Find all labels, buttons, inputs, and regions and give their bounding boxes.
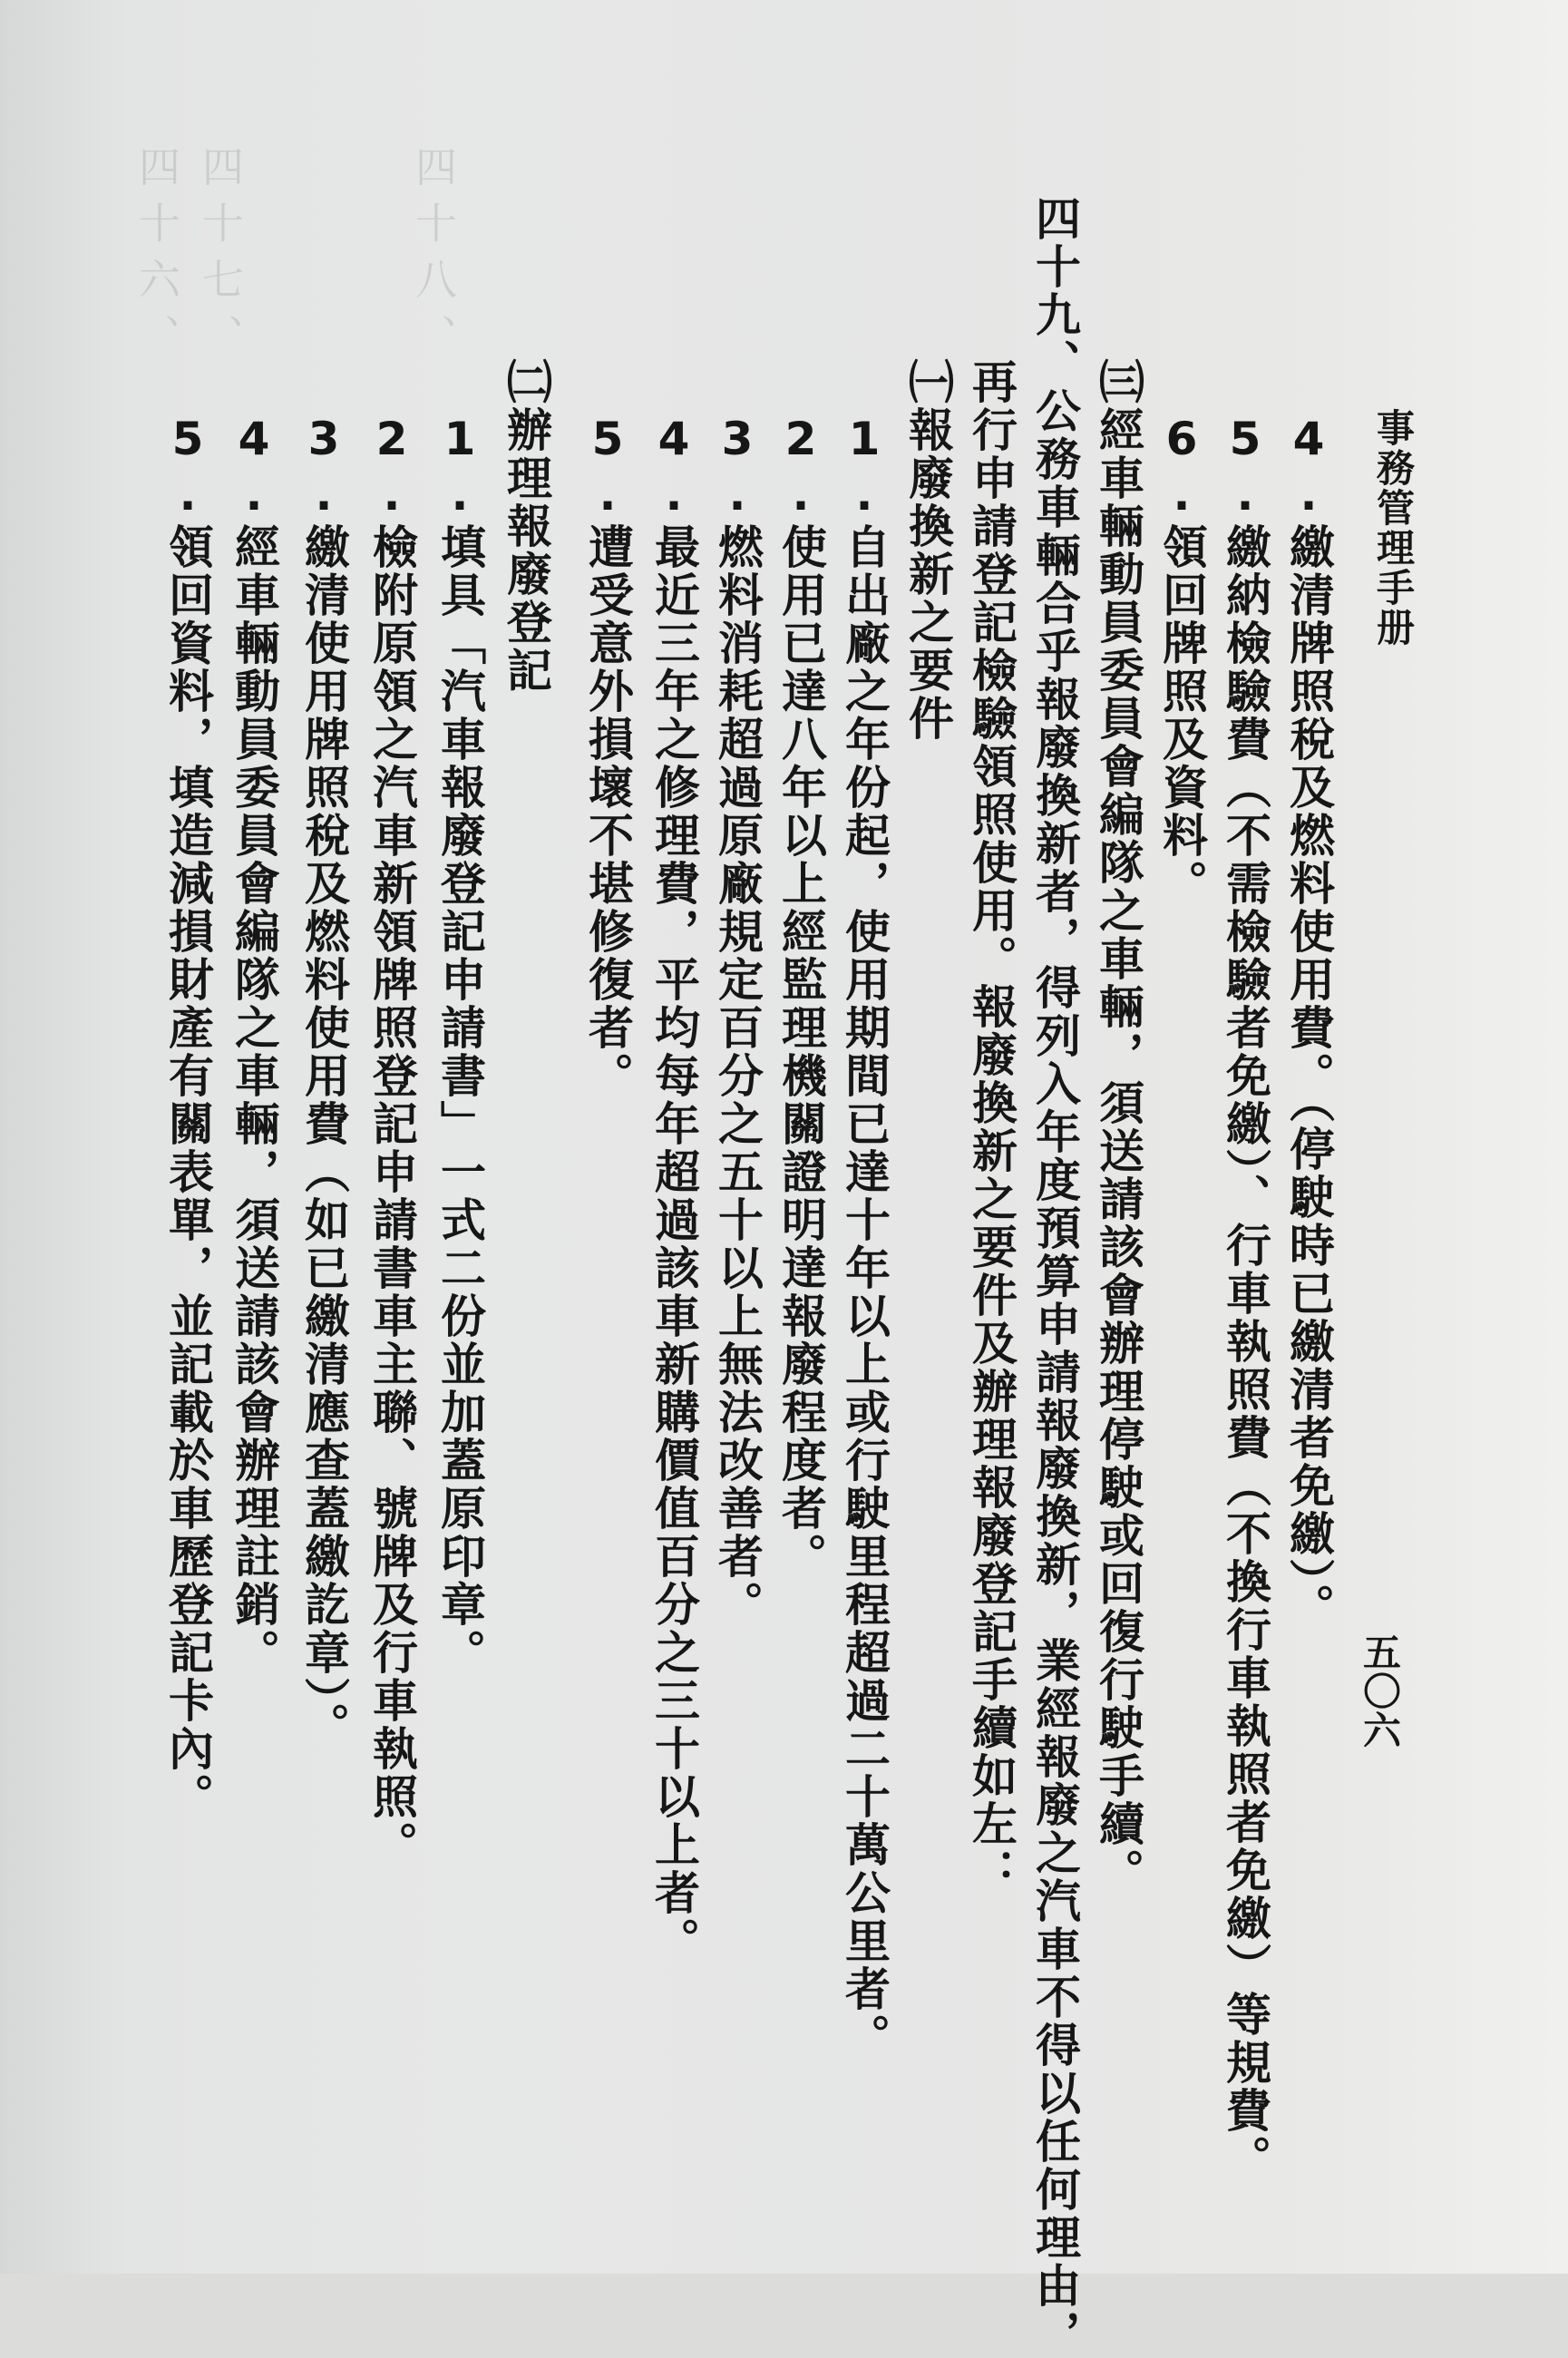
procedure-item-4: [228, 413, 280, 1677]
item-text: 繳納檢驗費（不需檢驗者免繳）、行車執照費（不換行車執照者免繳）等規費。: [1219, 523, 1271, 2183]
section-49-heading: 四十九、公務車輛合乎報廢換新者，得列入年度預算申請報廢換新，業經報廢之汽車不得以任何理由，: [1028, 195, 1081, 2358]
item-number: 2.: [365, 413, 418, 523]
subsection-one-title: [901, 358, 954, 743]
item-text: 最近三年之修理費，平均每年超過該車新購價值百分之三十以上者。: [648, 523, 700, 1965]
bleed-through-text: 四十八、: [409, 145, 458, 370]
item-text: 經車輛動員委員會編隊之車輛，須送請該會辦理註銷。: [228, 523, 280, 1677]
item-number: 3.: [297, 413, 350, 523]
page-number: 五〇六: [1358, 1632, 1402, 1749]
item-number: 1.: [433, 413, 486, 523]
procedure-item-5: [161, 413, 214, 1821]
procedure-item-1: [433, 413, 486, 1677]
item-number: 5.: [581, 413, 634, 523]
subsection-marker: ㈠: [901, 358, 954, 406]
list-item-continued-4: [1282, 413, 1335, 1632]
item-number: 1.: [838, 413, 891, 523]
item-text: 遭受意外損壞不堪修復者。: [581, 523, 634, 1100]
requirement-item-3: [711, 413, 764, 1629]
subsection-title: 報廢換新之要件: [901, 406, 954, 743]
subsection-marker: ㈡: [500, 358, 552, 406]
subsection-title: 辦理報廢登記: [500, 406, 552, 695]
subsection-three: [1092, 358, 1144, 1896]
item-text: 領回牌照及資料。: [1155, 523, 1208, 908]
item-text: 繳清牌照稅及燃料使用費。（停駛時已繳清者免繳）。: [1282, 523, 1335, 1632]
item-number: 4.: [648, 413, 700, 523]
procedure-item-2: [365, 413, 418, 1869]
requirement-item-5: [581, 413, 634, 1100]
item-number: 3.: [711, 413, 764, 523]
item-text: 領回資料，填造減損財產有關表單，並記載於車歷登記卡內。: [161, 523, 214, 1821]
list-item-continued-5: [1219, 413, 1271, 2183]
subsection-text: 經車輛動員委員會編隊之車輛，須送請該會辦理停駛或回復行駛手續。: [1092, 406, 1144, 1896]
subsection-marker: ㈢: [1092, 358, 1144, 406]
requirement-item-4: [648, 413, 700, 1965]
item-number: 6.: [1155, 413, 1208, 523]
bleed-through-text: 四十六、: [132, 145, 181, 370]
requirement-item-1: [838, 413, 891, 2061]
item-text: 填具「汽車報廢登記申請書」一式二份並加蓋原印章。: [433, 523, 486, 1677]
item-number: 4.: [228, 413, 280, 523]
item-text: 檢附原領之汽車新領牌照登記申請書車主聯、號牌及行車執照。: [365, 523, 418, 1869]
item-text: 繳清使用牌照稅及燃料使用費（如已繳清應查蓋繳訖章）。: [297, 523, 350, 1750]
item-number: 5.: [161, 413, 214, 523]
subsection-two-title: [500, 358, 552, 695]
item-text: 自出廠之年份起，使用期間已達十年以上或行駛里程超過二十萬公里者。: [838, 523, 891, 2061]
item-number: 5.: [1219, 413, 1271, 523]
item-number: 2.: [774, 413, 827, 523]
list-item-continued-6: [1155, 413, 1208, 908]
item-text: 燃料消耗超過原廠規定百分之五十以上無法改善者。: [711, 523, 764, 1629]
bleed-through-text: 四十七、: [196, 145, 245, 370]
item-number: 4.: [1282, 413, 1335, 523]
section-49-heading-continued: 再行申請登記檢驗領照使用。報廢換新之要件及辦理報廢登記手續如左：: [965, 358, 1018, 1896]
procedure-item-3: [297, 413, 350, 1750]
item-text: 使用已達八年以上經監理機關證明達報廢程度者。: [774, 523, 827, 1581]
running-header-title: 事務管理手册: [1371, 408, 1416, 648]
requirement-item-2: [774, 413, 827, 1581]
